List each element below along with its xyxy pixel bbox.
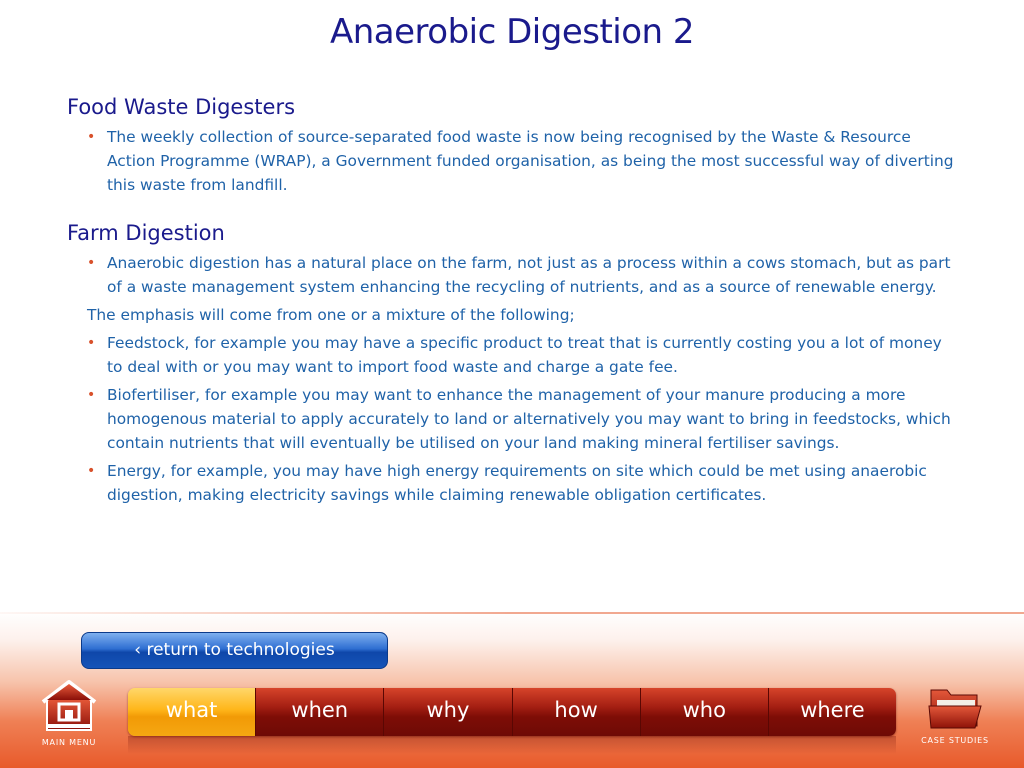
section-heading-food-waste: Food Waste Digesters	[67, 95, 296, 119]
tab-when[interactable]: when	[256, 688, 384, 736]
bullet-text: Anaerobic digestion has a natural place on the farm, not just as a process within a cows stomach, but as part of a waste management system enhancing the recycling of nutrients, and as a source of renewable energy.	[107, 254, 951, 296]
bullet-text: The weekly collection of source-separated food waste is now being recognised by the Waste & Resource Action Programme (WRAP), a Government funded organisation, as being the most successful way of diverting this waste from landfill.	[107, 128, 954, 194]
main-menu-button[interactable]	[36, 678, 102, 746]
food-waste-bullets	[87, 125, 957, 197]
bullet-icon: •	[87, 335, 96, 351]
section-nav-bar	[128, 688, 896, 736]
bullet-icon: •	[87, 129, 96, 145]
tab-where[interactable]: where	[769, 688, 896, 736]
farm-bullets	[87, 331, 957, 507]
bullet-icon: •	[87, 255, 96, 271]
farm-intro-bullets	[87, 251, 957, 299]
folder-icon	[925, 684, 985, 732]
bullet-icon: •	[87, 387, 96, 403]
return-to-technologies-button[interactable]: ‹ return to technologies	[81, 632, 388, 669]
bullet-text: Biofertiliser, for example you may want to enhance the management of your manure producing a more homogenous material to apply accurately to land or alternatively you may want to bring in feedstocks, which contain nutrients that will eventually be utilised on your land making mineral fertiliser savings.	[107, 386, 951, 452]
tab-what[interactable]: what	[128, 688, 256, 736]
section-heading-farm-digestion: Farm Digestion	[67, 221, 225, 245]
tab-how[interactable]: how	[513, 688, 641, 736]
list-item	[87, 251, 957, 299]
case-studies-button[interactable]	[916, 684, 994, 746]
main-menu-label: MAIN MENU	[41, 738, 97, 747]
case-studies-label: CASE STUDIES	[921, 736, 989, 745]
tab-who[interactable]: who	[641, 688, 769, 736]
house-icon	[41, 678, 97, 734]
nav-reflection	[128, 736, 896, 754]
list-item	[87, 125, 957, 197]
list-item	[87, 459, 957, 507]
list-item	[87, 383, 957, 455]
bullet-icon: •	[87, 463, 96, 479]
bullet-text: Feedstock, for example you may have a specific product to treat that is currently costing you a lot of money to deal with or you may want to import food waste and charge a gate fee.	[107, 334, 942, 376]
page-title: Anaerobic Digestion 2	[329, 12, 695, 52]
emphasis-line: The emphasis will come from one or a mixture of the following;	[87, 306, 575, 324]
slide-content	[67, 95, 957, 511]
footer-divider	[0, 612, 1024, 614]
list-item	[87, 331, 957, 379]
bullet-text: Energy, for example, you may have high energy requirements on site which could be met using anaerobic digestion, making electricity savings while claiming renewable obligation certificates.	[107, 462, 927, 504]
tab-why[interactable]: why	[384, 688, 512, 736]
